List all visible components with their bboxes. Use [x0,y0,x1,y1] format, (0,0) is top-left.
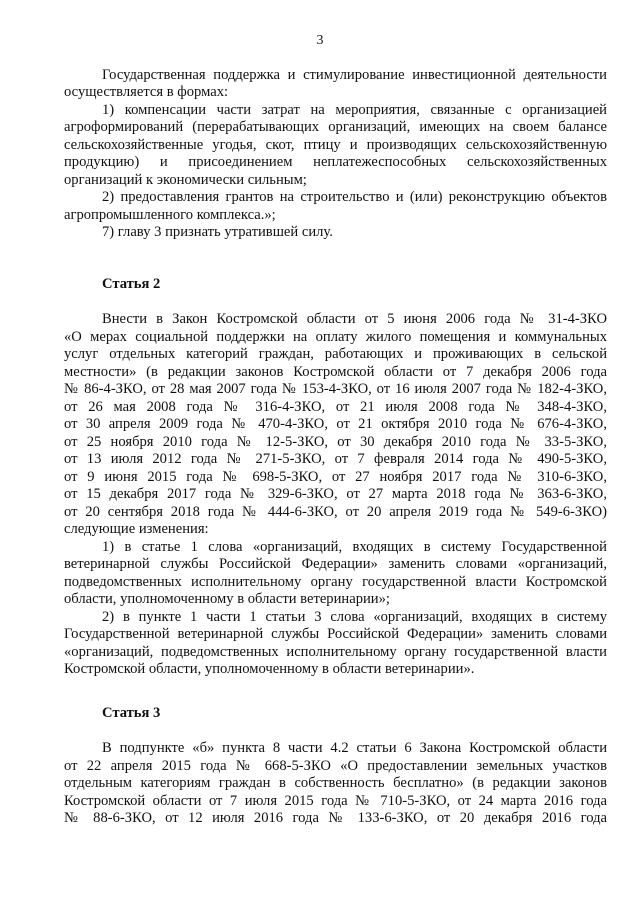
paragraph-line: Костромской области от 7 июля 2015 года № 710-5-ЗКО, от 24 марта 2016 года [64,793,607,809]
paragraph-line: от 26 мая 2008 года № 316-4-ЗКО, от 21 июля 2008 года № 348-4-ЗКО, [64,399,607,415]
paragraph-line: «организаций, подведомственных исполнительному органу государственной власти [64,644,607,660]
article-heading: Статья 3 [102,705,161,721]
paragraph-line: 1) компенсации части затрат на мероприятия, связанные с организацией [102,102,607,118]
paragraph-line: № 86-4-ЗКО, от 28 мая 2007 года № 153-4-ЗКО, от 16 июля 2007 года № 182-4-ЗКО, [64,381,607,397]
paragraph-line: агропромышленного комплекса.»; [64,207,276,223]
paragraph-line: агроформирований (перерабатывающих организаций, имеющих на своем балансе [64,119,607,135]
paragraph-line: № 88-6-ЗКО, от 12 июля 2016 года № 133-6-ЗКО, от 20 декабря 2016 года [64,810,607,826]
paragraph-line: от 20 сентября 2018 года № 444-6-ЗКО, от 20 апреля 2019 года № 549-6-ЗКО) [64,504,607,520]
page-number: 3 [316,33,324,48]
paragraph-line: ветеринарной службы Российской Федерации» заменить словами «организаций, [64,556,607,572]
paragraph-line: продукцию) и присоединением неплатежеспособных сельскохозяйственных [64,154,607,170]
article-heading: Статья 2 [102,276,161,292]
paragraph-line: области, уполномоченному в области ветеринарии»; [64,591,390,607]
paragraph-line: от 22 апреля 2015 года № 668-5-ЗКО «О предоставлении земельных участков [64,758,607,774]
paragraph-line: 1) в статье 1 слова «организаций, входящих в систему Государственной [102,539,607,555]
paragraph-line: от 15 декабря 2017 года № 329-6-ЗКО, от 27 марта 2018 года № 363-6-ЗКО, [64,486,607,502]
paragraph-line: от 25 ноября 2010 года № 12-5-ЗКО, от 30 декабря 2010 года № 33-5-ЗКО, [64,434,607,450]
paragraph-line: Костромской области, уполномоченному в области ветеринарии». [64,661,475,677]
paragraph-line: от 30 апреля 2009 года № 470-4-ЗКО, от 21 октября 2010 года № 676-4-ЗКО, [64,416,607,432]
paragraph-line: 2) в пункте 1 части 1 статьи 3 слова «организаций, входящих в систему [102,609,607,625]
paragraph-line: Внести в Закон Костромской области от 5 июня 2006 года № 31-4-ЗКО [102,311,607,327]
paragraph-line: услуг отдельных категорий граждан, работающих и проживающих в сельской [64,346,607,362]
paragraph-line: 7) главу 3 признать утратившей силу. [102,224,333,240]
paragraph-line: осуществляется в формах: [64,84,229,100]
paragraph-line: отдельным категориям граждан в собственность бесплатно» (в редакции законов [64,775,607,791]
paragraph-line: «О мерах социальной поддержки на оплату жилого помещения и коммунальных [64,329,607,345]
paragraph-line: В подпункте «б» пункта 8 части 4.2 статьи 6 Закона Костромской области [102,740,607,756]
paragraph-line: организаций к экономически сильным; [64,172,307,188]
paragraph-line: от 13 июля 2012 года № 271-5-ЗКО, от 7 февраля 2014 года № 490-5-ЗКО, [64,451,607,467]
paragraph-line: от 9 июня 2015 года № 698-5-ЗКО, от 27 ноября 2017 года № 310-6-ЗКО, [64,469,607,485]
paragraph-line: Государственной ветеринарной службы Российской Федерации» заменить словами [64,626,607,642]
paragraph-line: Государственная поддержка и стимулирование инвестиционной деятельности [102,67,607,83]
paragraph-line: 2) предоставления грантов на строительство и (или) реконструкцию объектов [102,189,607,205]
paragraph-line: сельскохозяйственные угодья, скот, птицу и производящих сельскохозяйственную [64,137,607,153]
paragraph-line: подведомственных исполнительному органу государственной власти Костромской [64,574,607,590]
paragraph-line: местности» (в редакции законов Костромской области от 7 декабря 2006 года [64,364,607,380]
paragraph-line: следующие изменения: [64,521,209,537]
